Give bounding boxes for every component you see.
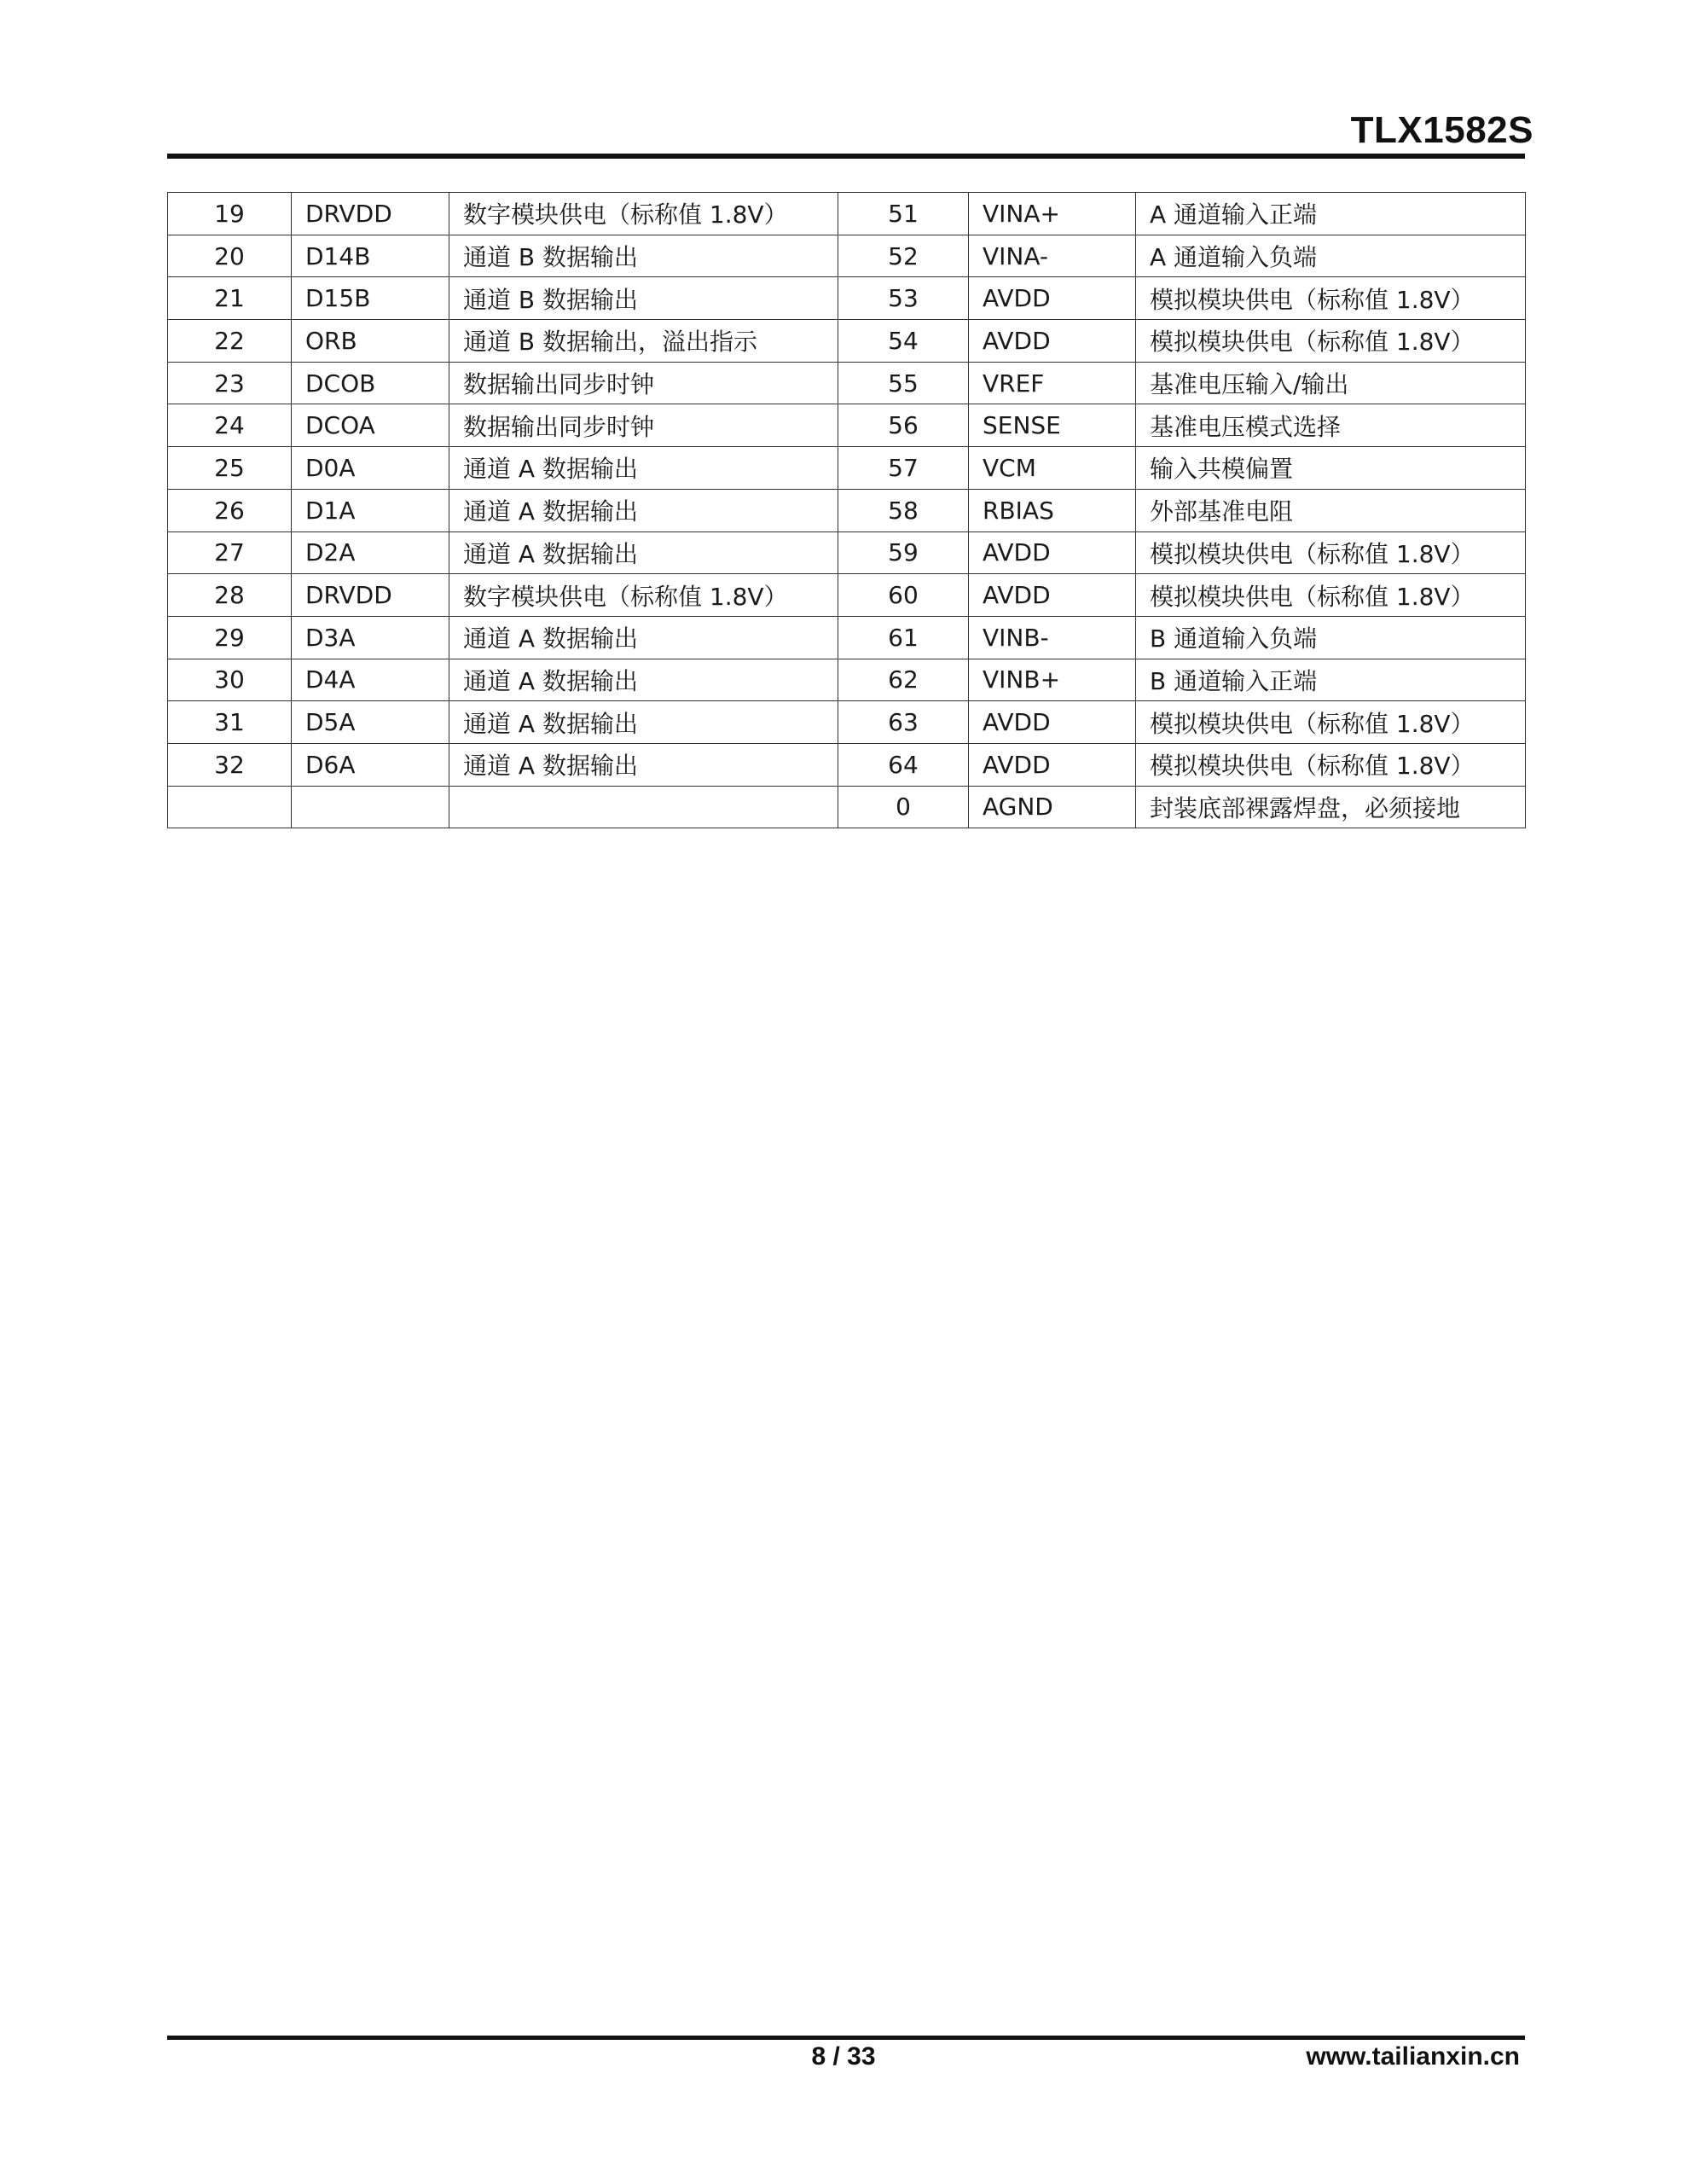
pin-number-cell: 25 [168, 447, 292, 490]
table-row [168, 531, 1526, 574]
pin-name-cell: VREF [969, 362, 1136, 404]
pin-description-cell: 通道 A 数据输出 [449, 616, 838, 659]
pin-description-cell: 模拟模块供电（标称值 1.8V） [1136, 701, 1526, 744]
table-row [168, 743, 1526, 786]
pin-name-cell: VINB+ [969, 659, 1136, 701]
pin-name-cell: AVDD [969, 743, 1136, 786]
pin-name-cell: ORB [292, 320, 449, 363]
pin-name-cell: VCM [969, 447, 1136, 490]
pin-description-table [167, 192, 1526, 828]
header-divider [167, 154, 1525, 159]
pin-name-cell: DRVDD [292, 193, 449, 235]
pin-number-cell: 63 [838, 701, 969, 744]
table-row [168, 235, 1526, 277]
pin-name-cell: D6A [292, 743, 449, 786]
pin-name-cell: D5A [292, 701, 449, 744]
table-row [168, 574, 1526, 617]
table-row [168, 277, 1526, 320]
pin-name-cell: AVDD [969, 531, 1136, 574]
table-row [168, 404, 1526, 447]
pin-description-cell: 输入共模偏置 [1136, 447, 1526, 490]
table-row [168, 659, 1526, 701]
pin-name-cell: DRVDD [292, 574, 449, 617]
pin-description-cell: 封装底部裸露焊盘，必须接地 [1136, 786, 1526, 828]
pin-number-cell: 32 [168, 743, 292, 786]
pin-name-cell: D14B [292, 235, 449, 277]
pin-description-cell: 通道 A 数据输出 [449, 531, 838, 574]
table-row [168, 701, 1526, 744]
pin-number-cell: 54 [838, 320, 969, 363]
pin-name-cell: RBIAS [969, 489, 1136, 531]
pin-number-cell: 27 [168, 531, 292, 574]
pin-description-cell: 模拟模块供电（标称值 1.8V） [1136, 743, 1526, 786]
pin-number-cell: 56 [838, 404, 969, 447]
pin-number-cell: 52 [838, 235, 969, 277]
table-row [168, 616, 1526, 659]
pin-number-cell: 62 [838, 659, 969, 701]
pin-description-cell: 通道 B 数据输出，溢出指示 [449, 320, 838, 363]
pin-number-cell: 20 [168, 235, 292, 277]
pin-name-cell: AVDD [969, 574, 1136, 617]
table-row [168, 489, 1526, 531]
pin-number-cell: 23 [168, 362, 292, 404]
pin-description-cell: 基准电压模式选择 [1136, 404, 1526, 447]
pin-name-cell: AVDD [969, 277, 1136, 320]
pin-description-cell: 模拟模块供电（标称值 1.8V） [1136, 574, 1526, 617]
pin-number-cell [168, 786, 292, 828]
pin-description-cell: 通道 A 数据输出 [449, 659, 838, 701]
pin-description-cell: B 通道输入负端 [1136, 616, 1526, 659]
pin-number-cell: 64 [838, 743, 969, 786]
pin-description-cell: 模拟模块供电（标称值 1.8V） [1136, 320, 1526, 363]
pin-number-cell: 24 [168, 404, 292, 447]
pin-description-cell [449, 786, 838, 828]
pin-number-cell: 29 [168, 616, 292, 659]
pin-number-cell: 28 [168, 574, 292, 617]
pin-name-cell: D2A [292, 531, 449, 574]
pin-description-cell: A 通道输入正端 [1136, 193, 1526, 235]
pin-name-cell: DCOB [292, 362, 449, 404]
pin-description-cell: 数字模块供电（标称值 1.8V） [449, 193, 838, 235]
pin-number-cell: 59 [838, 531, 969, 574]
pin-description-cell: 通道 B 数据输出 [449, 235, 838, 277]
pin-description-cell: 通道 B 数据输出 [449, 277, 838, 320]
pin-description-cell: 模拟模块供电（标称值 1.8V） [1136, 531, 1526, 574]
table-row [168, 362, 1526, 404]
pin-number-cell: 60 [838, 574, 969, 617]
pin-description-cell: 模拟模块供电（标称值 1.8V） [1136, 277, 1526, 320]
pin-number-cell: 0 [838, 786, 969, 828]
pin-name-cell: SENSE [969, 404, 1136, 447]
pin-description-cell: 外部基准电阻 [1136, 489, 1526, 531]
pin-description-cell: 通道 A 数据输出 [449, 743, 838, 786]
pin-number-cell: 19 [168, 193, 292, 235]
pin-number-cell: 31 [168, 701, 292, 744]
pin-number-cell: 22 [168, 320, 292, 363]
pin-name-cell [292, 786, 449, 828]
pin-number-cell: 26 [168, 489, 292, 531]
pin-name-cell: VINB- [969, 616, 1136, 659]
pin-description-cell: 数据输出同步时钟 [449, 362, 838, 404]
pin-description-cell: A 通道输入负端 [1136, 235, 1526, 277]
pin-description-cell: 基准电压输入/输出 [1136, 362, 1526, 404]
pin-description-cell: 数字模块供电（标称值 1.8V） [449, 574, 838, 617]
pin-number-cell: 53 [838, 277, 969, 320]
pin-description-cell: 通道 A 数据输出 [449, 447, 838, 490]
table-row [168, 193, 1526, 235]
pin-number-cell: 21 [168, 277, 292, 320]
pin-name-cell: AVDD [969, 701, 1136, 744]
pin-description-cell: 通道 A 数据输出 [449, 701, 838, 744]
document-title: TLX1582S [1350, 109, 1533, 151]
pin-description-cell: 数据输出同步时钟 [449, 404, 838, 447]
pin-description-cell: 通道 A 数据输出 [449, 489, 838, 531]
pin-name-cell: D15B [292, 277, 449, 320]
pin-name-cell: AGND [969, 786, 1136, 828]
pin-name-cell: D1A [292, 489, 449, 531]
pin-number-cell: 61 [838, 616, 969, 659]
pin-name-cell: D0A [292, 447, 449, 490]
pin-number-cell: 51 [838, 193, 969, 235]
pin-name-cell: VINA+ [969, 193, 1136, 235]
pin-description-cell: B 通道输入正端 [1136, 659, 1526, 701]
pin-name-cell: DCOA [292, 404, 449, 447]
pin-number-cell: 55 [838, 362, 969, 404]
table-row [168, 320, 1526, 363]
pin-name-cell: AVDD [969, 320, 1136, 363]
website-link[interactable]: www.tailianxin.cn [1306, 2042, 1520, 2071]
pin-name-cell: VINA- [969, 235, 1136, 277]
page-number: 8 / 33 [811, 2042, 876, 2071]
table-row [168, 447, 1526, 490]
table-row [168, 786, 1526, 828]
pin-number-cell: 30 [168, 659, 292, 701]
pin-number-cell: 57 [838, 447, 969, 490]
pin-table-body [168, 193, 1526, 828]
pin-name-cell: D4A [292, 659, 449, 701]
footer-divider [167, 2036, 1525, 2040]
pin-number-cell: 58 [838, 489, 969, 531]
pin-name-cell: D3A [292, 616, 449, 659]
